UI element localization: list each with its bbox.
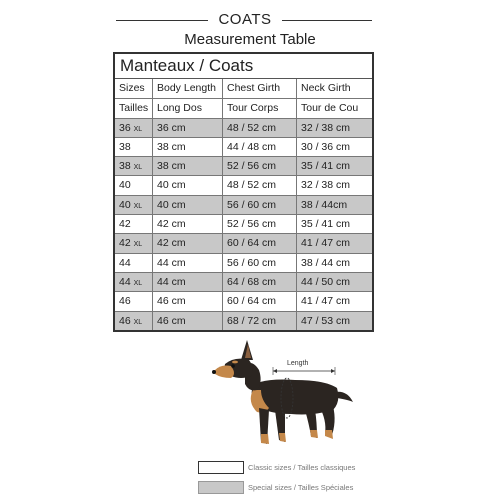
chest-cell: 52 / 56 cm xyxy=(222,215,296,233)
chest-cell: 60 / 64 cm xyxy=(222,234,296,252)
table-row xyxy=(115,272,372,291)
size-cell xyxy=(115,157,152,175)
size-cell xyxy=(115,196,152,214)
length-cell: 46 cm xyxy=(152,312,222,330)
table-row xyxy=(115,118,372,137)
size-value: 40 xyxy=(119,179,131,192)
size-value: 36 xyxy=(119,121,131,134)
table-row xyxy=(115,137,372,156)
size-value: 44 xyxy=(119,275,131,288)
table-row xyxy=(115,175,372,194)
header-cell-size: Sizes xyxy=(119,82,145,94)
neck-cell: 35 / 41 cm xyxy=(296,215,372,233)
size-cell xyxy=(115,312,152,330)
size-suffix: XL xyxy=(133,202,143,210)
size-value: 44 xyxy=(119,256,131,269)
neck-cell: 38 / 44cm xyxy=(296,196,372,214)
table-title: Manteaux / Coats xyxy=(115,54,372,79)
header-cell-taille: Tailles xyxy=(119,102,149,115)
chest-cell: 68 / 72 cm xyxy=(222,312,296,330)
table-row xyxy=(115,214,372,233)
length-cell: 38 cm xyxy=(152,138,222,156)
measurement-table xyxy=(113,52,374,332)
length-cell: 46 cm xyxy=(152,292,222,310)
legend-special-swatch xyxy=(198,481,244,494)
neck-cell: 35 / 41 cm xyxy=(296,157,372,175)
neck-cell: 32 / 38 cm xyxy=(296,119,372,137)
chest-cell: 48 / 52 cm xyxy=(222,176,296,194)
table-row xyxy=(115,195,372,214)
legend-special xyxy=(198,481,378,495)
table-row xyxy=(115,156,372,175)
length-cell: 44 cm xyxy=(152,273,222,291)
header-cell-tour-cou: Tour de Cou xyxy=(296,99,372,117)
chest-cell: 52 / 56 cm xyxy=(222,157,296,175)
length-cell: 36 cm xyxy=(152,119,222,137)
table-header-row-fr xyxy=(115,98,372,117)
header-cell-long-dos: Long Dos xyxy=(152,99,222,117)
page-title: COATS xyxy=(218,11,272,28)
size-value: 46 xyxy=(119,314,131,327)
length-label: Length xyxy=(287,360,309,367)
length-cell: 40 cm xyxy=(152,176,222,194)
chest-cell: 56 / 60 cm xyxy=(222,254,296,272)
chest-cell: 56 / 60 cm xyxy=(222,196,296,214)
length-cell: 42 cm xyxy=(152,215,222,233)
table-body xyxy=(115,79,372,330)
dog-illustration xyxy=(195,330,365,455)
legend-classic-label: Classic sizes / Tailles classiques xyxy=(248,463,356,472)
size-suffix: XL xyxy=(133,279,143,287)
size-cell xyxy=(115,273,152,291)
size-value: 40 xyxy=(119,198,131,211)
neck-cell: 32 / 38 cm xyxy=(296,176,372,194)
dog-drawing xyxy=(195,330,365,455)
table-row xyxy=(115,311,372,330)
size-cell xyxy=(115,292,152,310)
size-suffix: XL xyxy=(133,125,143,133)
size-suffix: XL xyxy=(133,318,143,326)
header-cell-neck: Neck Girth xyxy=(296,79,372,98)
chest-cell: 44 / 48 cm xyxy=(222,138,296,156)
neck-cell: 44 / 50 cm xyxy=(296,273,372,291)
header-cell-chest: Chest Girth xyxy=(222,79,296,98)
size-suffix: XL xyxy=(133,241,143,249)
header-rule-left xyxy=(116,20,208,21)
size-cell xyxy=(115,215,152,233)
neck-cell: 38 / 44 cm xyxy=(296,254,372,272)
size-value: 42 xyxy=(119,237,131,250)
header-cell-tour-corps: Tour Corps xyxy=(222,99,296,117)
length-cell: 42 cm xyxy=(152,234,222,252)
length-cell: 40 cm xyxy=(152,196,222,214)
size-value: 46 xyxy=(119,295,131,308)
size-cell xyxy=(115,176,152,194)
size-value: 38 xyxy=(119,160,131,173)
size-cell xyxy=(115,234,152,252)
neck-cell: 41 / 47 cm xyxy=(296,292,372,310)
chest-cell: 60 / 64 cm xyxy=(222,292,296,310)
header-rule-right xyxy=(282,20,372,21)
size-cell xyxy=(115,254,152,272)
length-cell: 44 cm xyxy=(152,254,222,272)
table-row xyxy=(115,253,372,272)
legend-special-label: Special sizes / Tailles Spéciales xyxy=(248,483,354,492)
table-header-row-en xyxy=(115,79,372,98)
table-row xyxy=(115,291,372,310)
size-cell xyxy=(115,119,152,137)
legend-classic xyxy=(198,461,378,475)
size-suffix: XL xyxy=(133,164,143,172)
size-value: 42 xyxy=(119,218,131,231)
legend-classic-swatch xyxy=(198,461,244,474)
size-cell xyxy=(115,138,152,156)
size-value: 38 xyxy=(119,140,131,153)
length-cell: 38 cm xyxy=(152,157,222,175)
page-subtitle: Measurement Table xyxy=(184,31,316,48)
neck-cell: 41 / 47 cm xyxy=(296,234,372,252)
neck-cell: 30 / 36 cm xyxy=(296,138,372,156)
chest-cell: 48 / 52 cm xyxy=(222,119,296,137)
header-cell-length: Body Length xyxy=(152,79,222,98)
chest-cell: 64 / 68 cm xyxy=(222,273,296,291)
page-header xyxy=(0,0,500,60)
neck-cell: 47 / 53 cm xyxy=(296,312,372,330)
table-row xyxy=(115,233,372,252)
